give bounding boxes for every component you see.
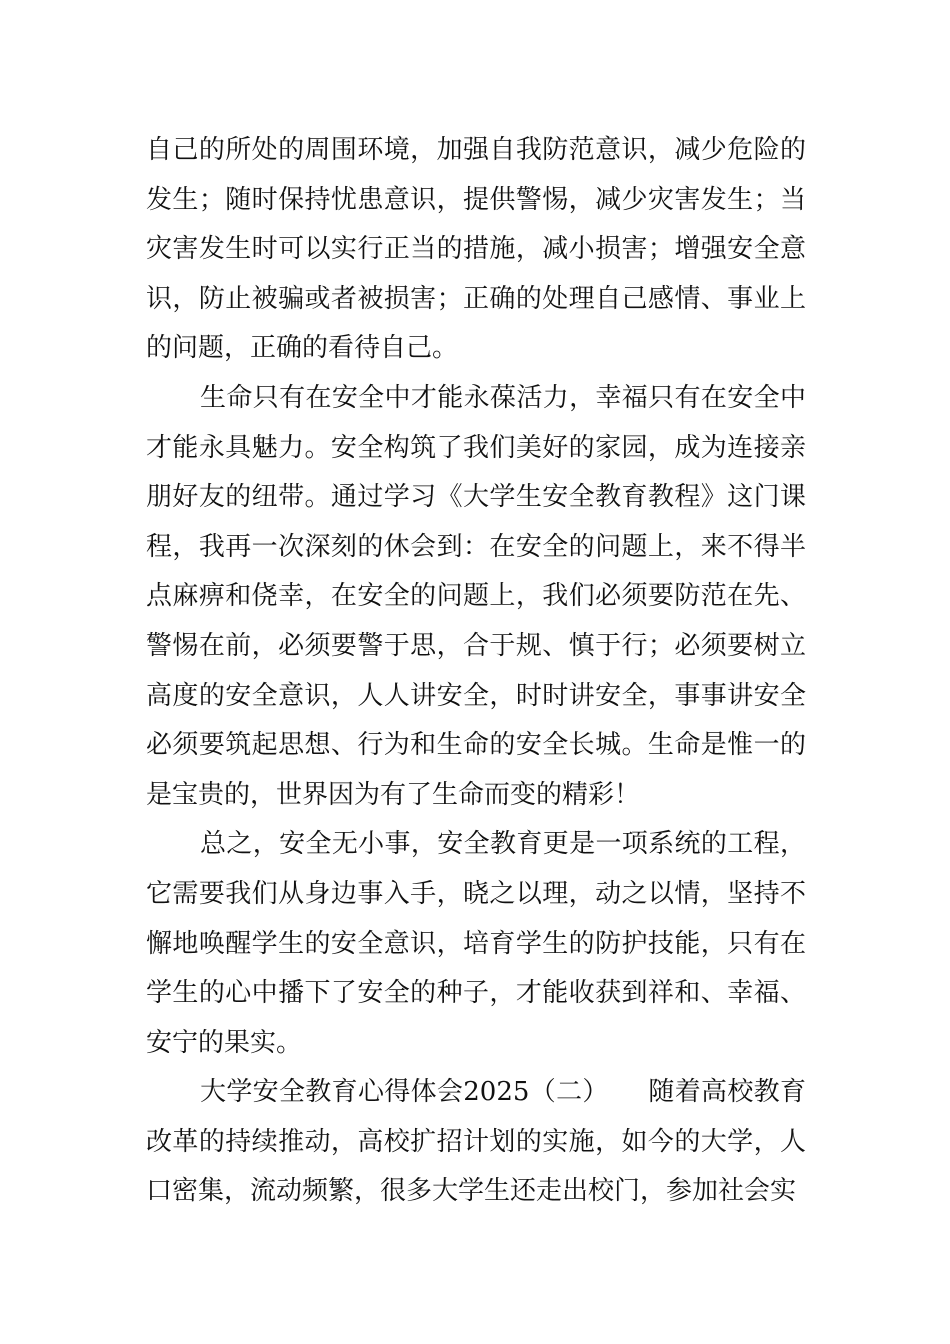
paragraph-4: 大学安全教育心得体会2025（二） 随着高校教育改革的持续推动，高校扩招计划的实施，如今的大学，人口密集，流动频繁，很多大学生还走出校门，参加社会实 — [146, 1077, 806, 1207]
paragraph-2: 生命只有在安全中才能永葆活力，幸福只有在安全中才能永具魅力。安全构筑了我们美好的家园，成为连接亲朋好友的纽带。通过学习《大学生安全教育教程》这门课程，我再一次深刻的休会到：在安全的问题上，来不得半点麻痹和侥幸，在安全的问题上，我们必须要防范在先、警惕在前，必须要警于思，合于规、慎于行；必须要树立高度的安全意识，人人讲安全，时时讲安全，事事讲安全必须要筑起思想、行为和生命的安全长城。生命是惟一的是宝贵的，世界因为有了生命而变的精彩！ — [146, 382, 806, 810]
document-page — [146, 126, 806, 1217]
paragraph-3: 总之，安全无小事，安全教育更是一项系统的工程，它需要我们从身边事入手，晓之以理，动之以情，坚持不懈地唤醒学生的安全意识，培育学生的防护技能，只有在学生的心中播下了安全的种子，才能收获到祥和、幸福、安宁的果实。 — [146, 829, 806, 1058]
paragraph-1: 自己的所处的周围环境，加强自我防范意识，减少危险的发生；随时保持忧患意识，提供警惕，减少灾害发生；当灾害发生时可以实行正当的措施，减小损害；增强安全意识，防止被骗或者被损害；正确的处理自己感情、事业上的问题，正确的看待自己。 — [146, 135, 806, 364]
